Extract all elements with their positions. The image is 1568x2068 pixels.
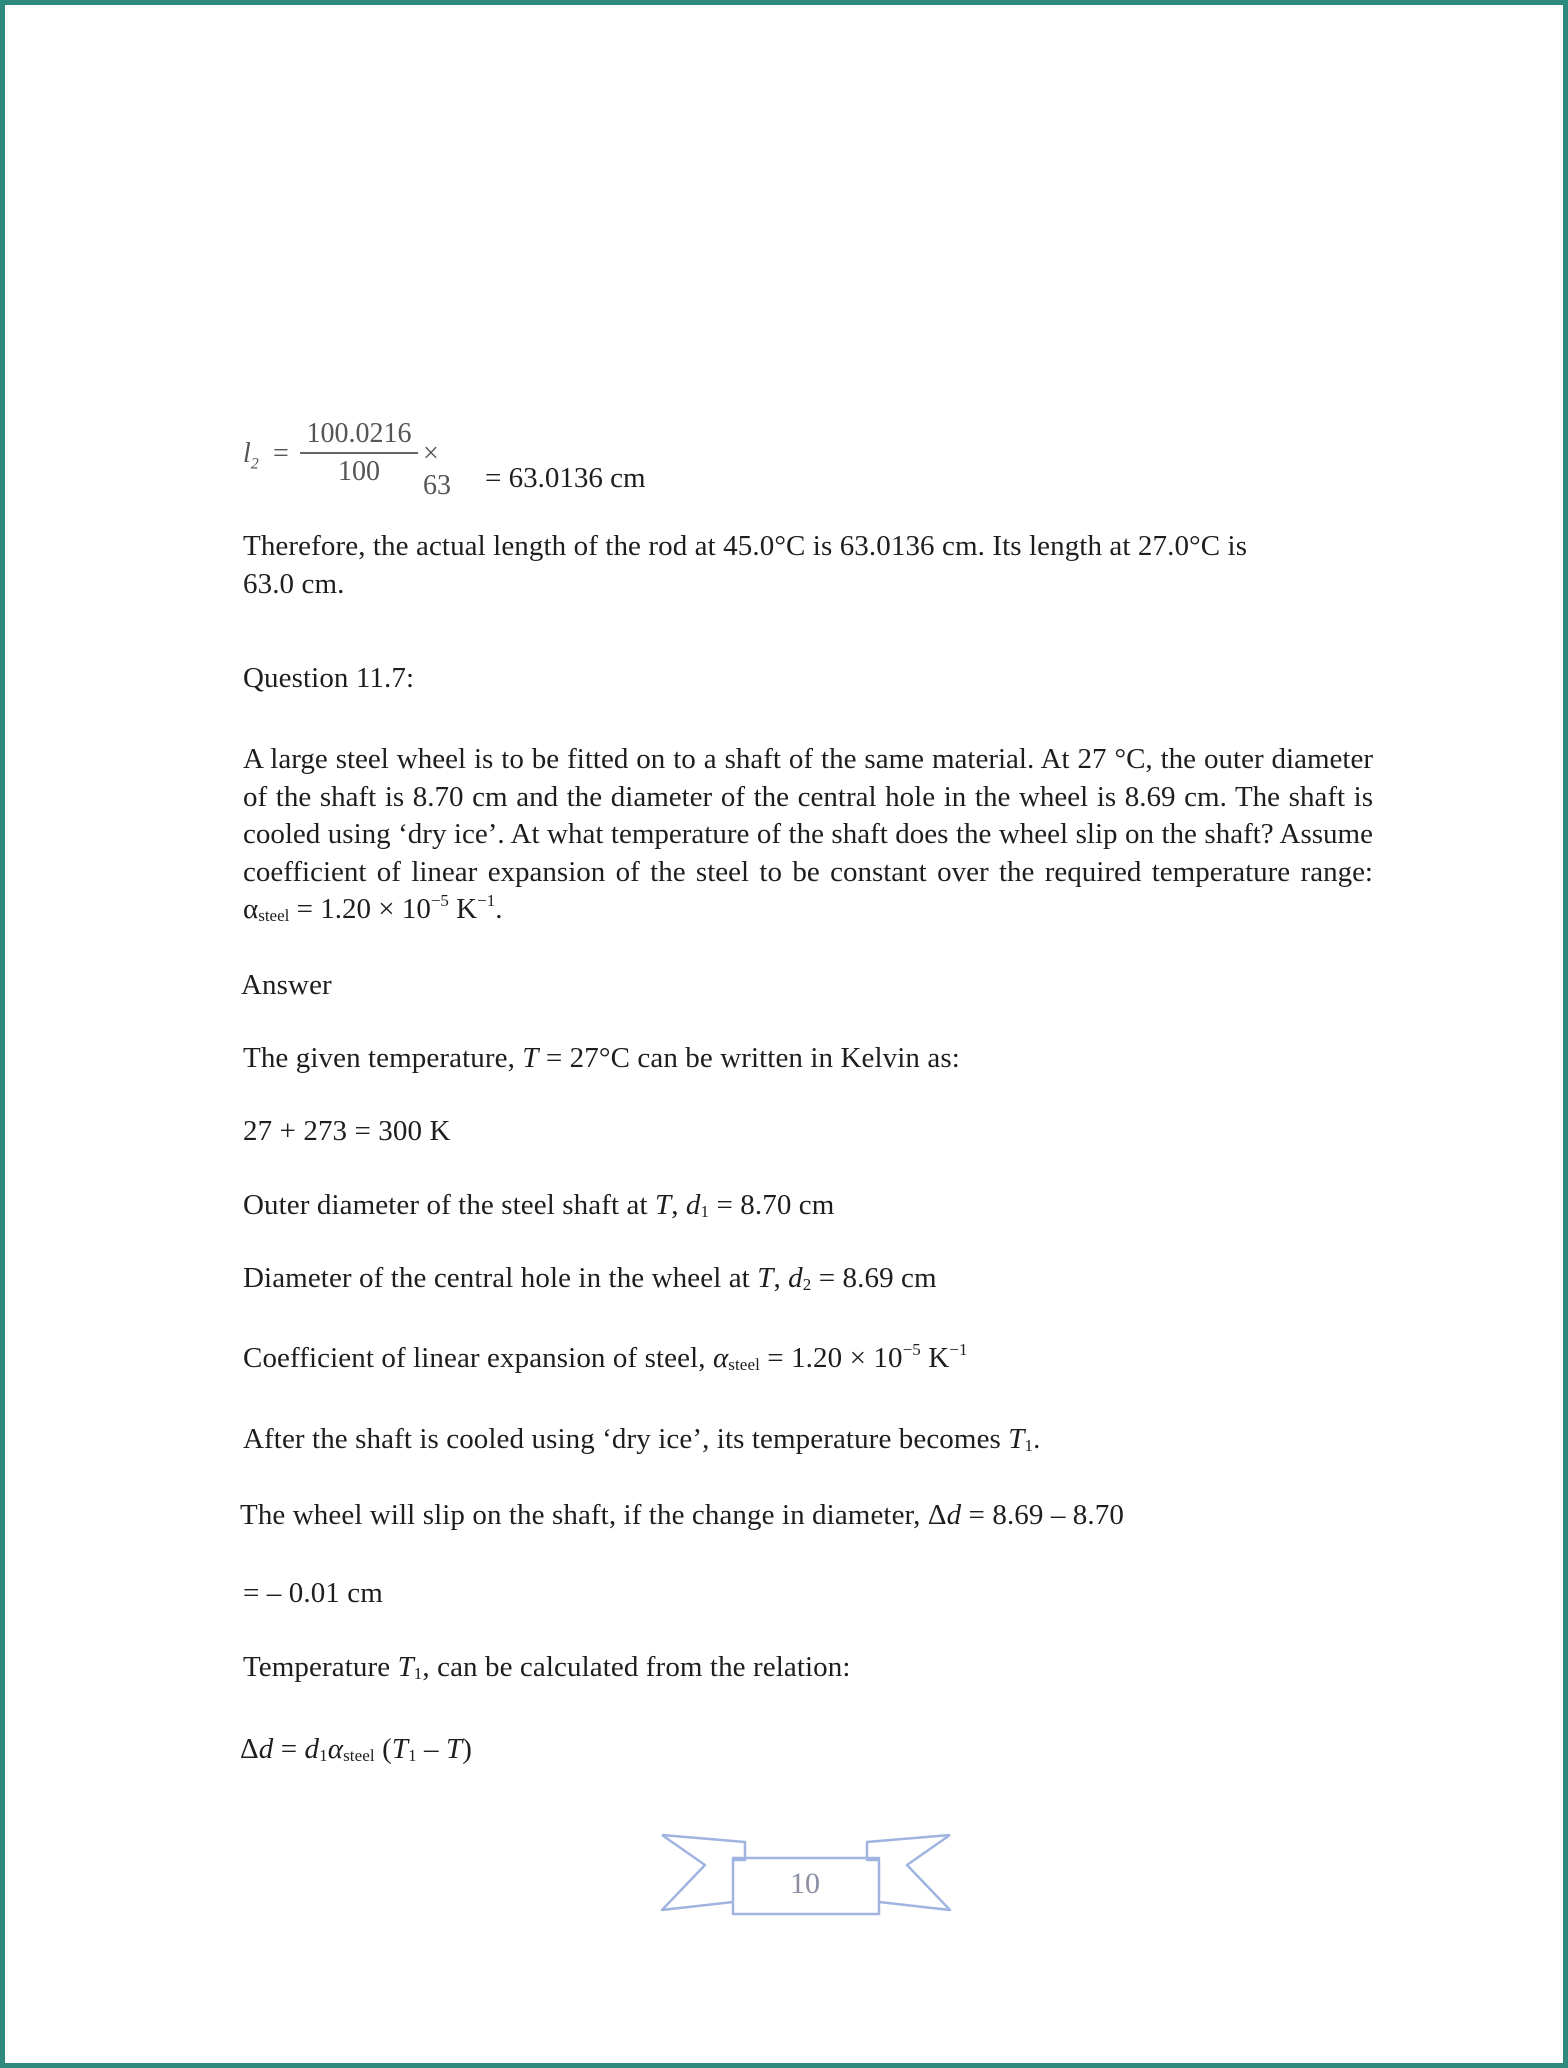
hole-diameter: Diameter of the central hole in the wheel at T, $d_2 = 8.69$ cm (243, 1262, 937, 1294)
formula-result: = 63.0136 cm (485, 462, 646, 494)
formula-equals: = (273, 438, 289, 469)
fraction-bar (300, 452, 418, 454)
answer-heading: Answer (241, 969, 332, 1001)
kelvin-conversion: 27 + 273 = 300 K (243, 1115, 451, 1147)
formula-denominator: 100 (338, 456, 380, 487)
relation-intro: Temperature $T_1$, can be calculated from the relation: (243, 1651, 851, 1683)
expansion-relation: $\Delta d = d_1\alpha_{steel}$ $(T_1 - T)$ (240, 1733, 472, 1765)
question-text: A large steel wheel is to be fitted on to a shaft of the same material. At 27 °C, the outer diameter of the shaft is 8.70 cm and the diameter of the central hole in the wheel is 8.69 cm. The shaft is cooled using ‘dry ice’. At what temperature of the shaft does the wheel slip on the shaft? Assume coefficient of linear expansion of the steel to be constant over the required temperature range: $\alpha_{steel} = 1.20 \times 10^{-5}$ $K^{-1}$. (243, 743, 1373, 926)
question-heading: Question 11.7: (243, 662, 415, 694)
formula-numerator: 100.0216 (306, 418, 412, 449)
conclusion-line-2: 63.0 cm. (243, 568, 345, 600)
slip-condition: The wheel will slip on the shaft, if the change in diameter, Δd = 8.69 – 8.70 (240, 1499, 1124, 1531)
given-temperature: The given temperature, T = 27°C can be written in Kelvin as: (243, 1042, 960, 1074)
cooled-temperature: After the shaft is cooled using ‘dry ice’, its temperature becomes $T_1$. (243, 1423, 1041, 1455)
page-number: 10 (790, 1867, 820, 1900)
outer-diameter: Outer diameter of the steel shaft at T, $d_1 = 8.70$ cm (243, 1189, 835, 1221)
formula-lhs: $l_2$ (243, 438, 259, 473)
delta-value: = – 0.01 cm (243, 1577, 383, 1609)
formula-multiplier: × 63 (423, 438, 451, 501)
expansion-coefficient: Coefficient of linear expansion of steel, $\alpha_{steel} = 1.20 \times 10^{-5}$ $K^{-1}$ (243, 1340, 968, 1374)
conclusion-line-1: Therefore, the actual length of the rod at 45.0°C is 63.0136 cm. Its length at 27.0°C is (243, 530, 1248, 562)
